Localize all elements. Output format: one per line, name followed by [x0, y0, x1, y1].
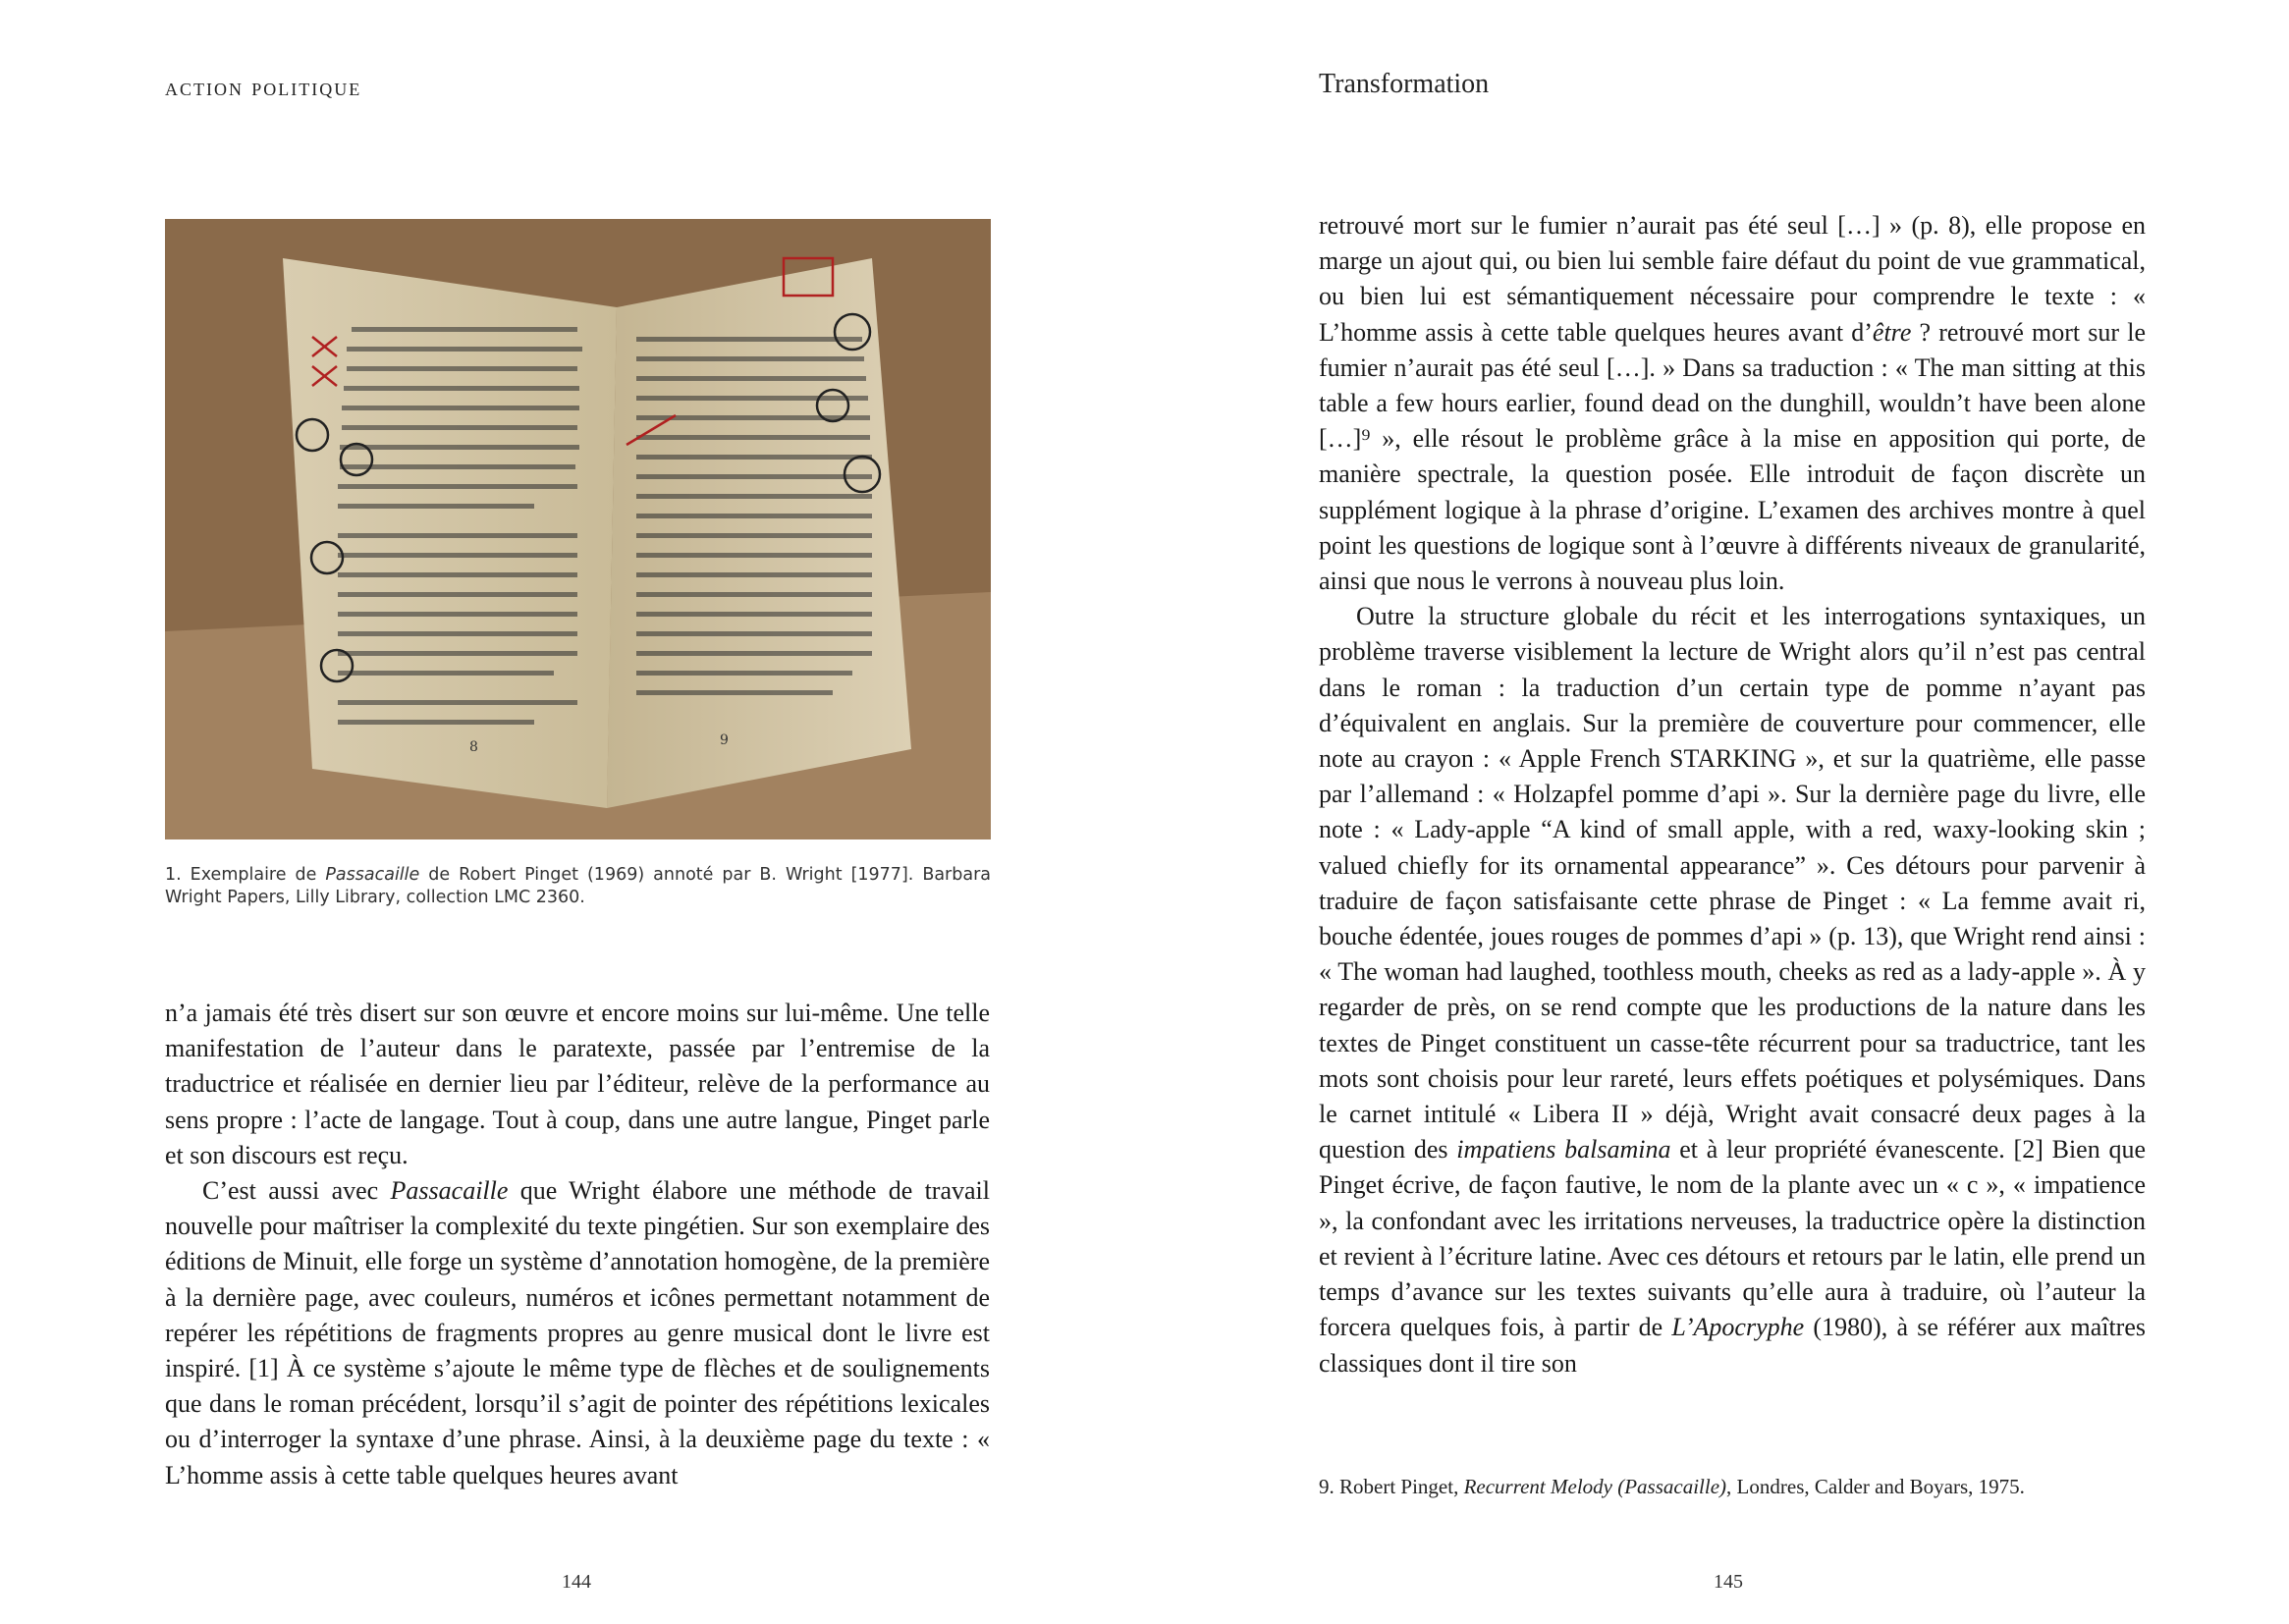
annotated-book-illustration: [165, 219, 991, 839]
caption-title: Passacaille: [325, 865, 420, 885]
figure-caption: [165, 864, 991, 909]
left-paragraph-1: n’a jamais été très disert sur son œuvre et encore moins sur lui-même. Une telle manifestation de l’auteur dans le paratexte, passée par l’entremise de la traductrice et réalisée en dernier lieu par l’éditeur, relève de la performance au sens propre : l’acte de langage. Tout à coup, dans une autre langue, Pinget parle et son discours est reçu.: [165, 999, 990, 1169]
right-p2-text-c: (1980), à se référer aux maîtres classiques dont il tire son: [1319, 1313, 2146, 1378]
right-p1-italic: être: [1872, 317, 1912, 347]
right-p2-italic-1: impatiens balsamina: [1456, 1135, 1671, 1164]
page-number-right: 145: [1714, 1571, 1743, 1593]
footnote-9: [1319, 1473, 2146, 1500]
running-header-right: Transformation: [1319, 69, 1490, 99]
caption-rest: de Robert Pinget (1969) annoté par B. Wright [1977]. Barbara Wright Papers, Lilly Library, collection LMC 2360.: [165, 865, 991, 907]
caption-number: 1. Exemplaire de: [165, 865, 326, 885]
left-p2-italic: Passacaille: [390, 1176, 509, 1206]
right-text-column: [1319, 208, 2146, 1381]
page-number-left: 144: [562, 1571, 591, 1593]
footnote-text-a: 9. Robert Pinget,: [1319, 1475, 1464, 1498]
left-p2-text-a: C’est aussi avec: [202, 1176, 391, 1206]
book-left-page-number: 8: [469, 739, 478, 755]
footnote-italic: Recurrent Melody (Passacaille): [1463, 1475, 1727, 1498]
left-paragraph-2: [165, 1173, 990, 1493]
book-right-page-number: 9: [720, 732, 729, 748]
running-header-left: action politique: [165, 75, 362, 101]
right-paragraph-1: [1319, 208, 2146, 599]
right-p2-text-a: Outre la structure globale du récit et les interrogations syntaxiques, un problème traverse visiblement la lecture de Wright alors qu’il n’est pas central dans le roman : la traduction d’un certain type de pomme n’ayant pas d’équivalent en anglais. Sur la première de couverture pour commencer, elle note au crayon : « Apple French STARKING », et sur la quatrième, elle passe par l’allemand : « Holzapfel pomme d’api ». Sur la dernière page du livre, elle note : « Lady-apple “A kind of small apple, with a red, waxy-looking skin ; valued chiefly for its ornamental appearance” ». Ces détours pour parvenir à traduire de façon satisfaisante cette phrase de Pinget : « La femme avait ri, bouche édentée, joues rouges de pommes d’api » (p. 13), que Wright rend ainsi : « The woman had laughed, toothless mouth, cheeks as red as a lady-apple ». À y regarder de près, on se rend compte que les productions de la nature dans les textes de Pinget constituent un casse-tête récurrent pour sa traductrice, tant les mots sont choisis pour leur rareté, leurs effets poétiques et polysémiques. Dans le carnet intitulé « Libera II » déjà, Wright avait consacré deux pages à la question des: [1319, 602, 2146, 1164]
right-p2-italic-2: L’Apocryphe: [1671, 1313, 1805, 1342]
left-p2-text-b: que Wright élabore une méthode de travail nouvelle pour maîtriser la complexité du texte pingétien. Sur son exemplaire des éditions de Minuit, elle forge un système d’annotation homogène, de la première à la dernière page, avec couleurs, numéros et icônes permettant notamment de repérer les répétitions de fragments propres au genre musical dont le livre est inspiré. [1] À ce système s’ajoute le même type de flèches et de soulignements que dans le roman précédent, lorsqu’il s’agit de pointer des répétitions lexicales ou d’interroger la syntaxe d’une phrase. Ainsi, à la deuxième page du texte : « L’homme assis à cette table quelques heures avant: [165, 1176, 990, 1489]
figure-photo: [165, 219, 991, 839]
right-p2-text-b: et à leur propriété évanescente. [2] Bien que Pinget écrive, de façon fautive, le nom de la plante avec un « c », « impatience », la confondant avec les irritations nerveuses, la traductrice opère la distinction et revient à l’écriture latine. Avec ces détours et retours par le latin, elle prend un temps d’avance sur les textes suivants qu’elle aura à traduire, où l’auteur la forcera quelques fois, à partir de: [1319, 1135, 2146, 1342]
right-p1-text-b: ? retrouvé mort sur le fumier n’aurait pas été seul […]. » Dans sa traduction : « The man sitting at this table a few hours earlier, found dead on the dunghill, wouldn’t have been alone […]⁹ », elle résout le problème grâce à la mise en apposition qui porte, de manière spectrale, la question posée. Elle introduit de façon discrète un supplément logique à la phrase d’origine. L’examen des archives montre à quel point les questions de logique sont à l’œuvre à différents niveaux de granularité, ainsi que nous le verrons à nouveau plus loin.: [1319, 317, 2146, 596]
right-paragraph-2: [1319, 599, 2146, 1380]
left-text-column: [165, 996, 990, 1493]
footnote-text-b: , Londres, Calder and Boyars, 1975.: [1726, 1475, 2025, 1498]
right-p1-text-a: retrouvé mort sur le fumier n’aurait pas été seul […] » (p. 8), elle propose en marge un ajout qui, ou bien lui semble faire défaut du point de vue grammatical, ou bien lui est sémantiquement nécessaire pour comprendre le texte : « L’homme assis à cette table quelques heures avant d’: [1319, 211, 2146, 347]
